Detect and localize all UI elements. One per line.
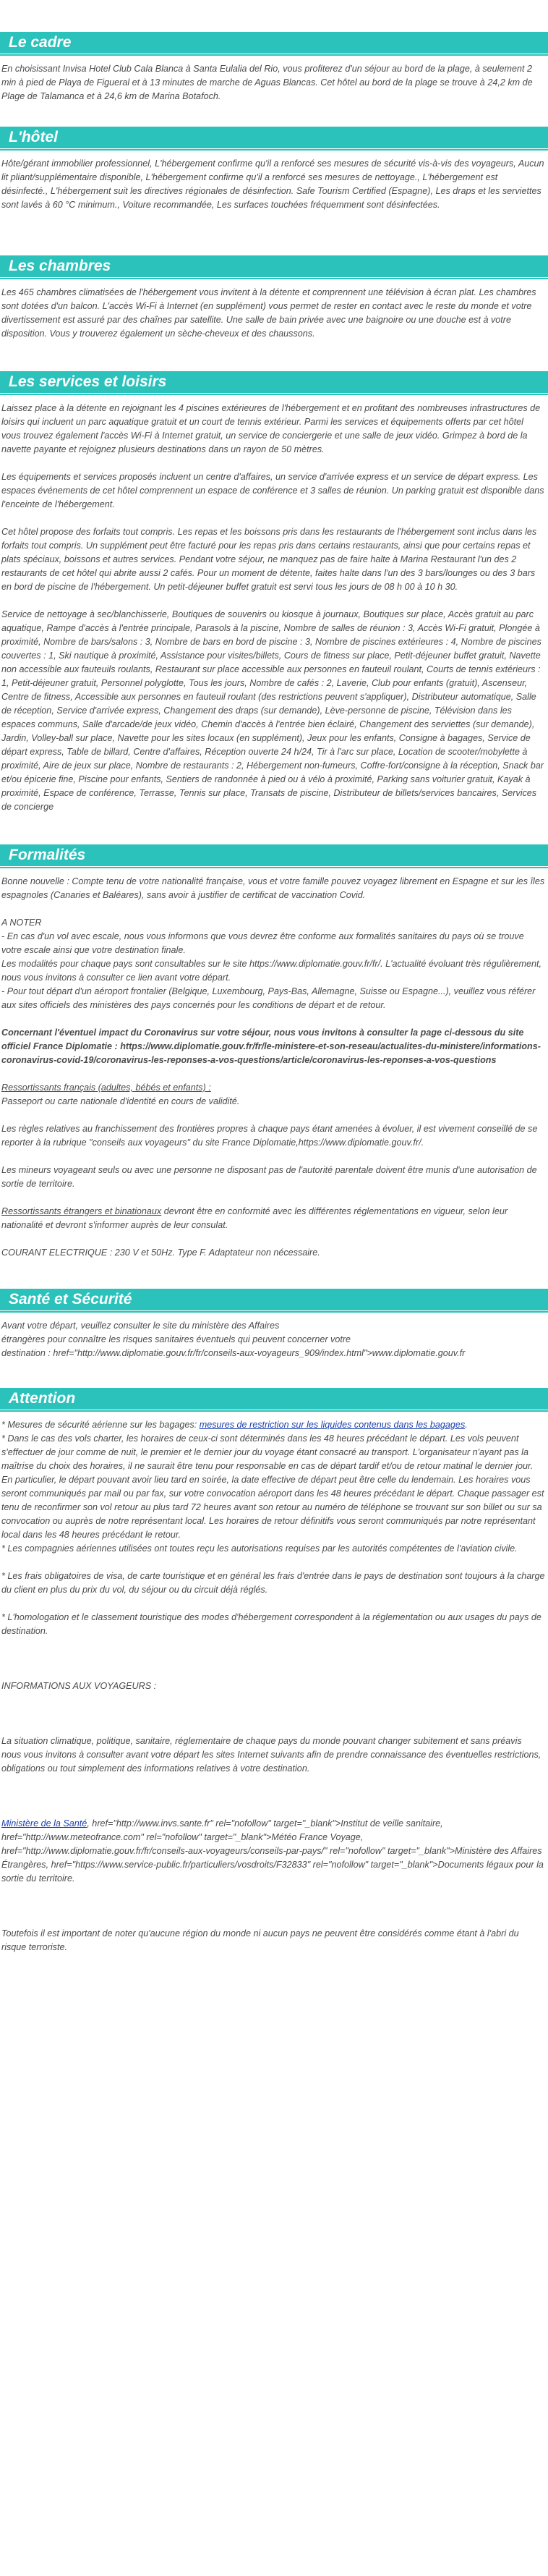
paragraph: Les modalités pour chaque pays sont consultables sur le site https://www.diplomatie.gouv.fr/fr/. L'actualité évoluant très régulièrement, nous vous invitons à consulter ce lien avant votre départ. xyxy=(1,959,541,983)
paragraph: Bonne nouvelle : Compte tenu de votre nationalité française, vous et votre famille pouvez voyagez librement en Espagne et sur les îles espagnoles (Canaries et Baléares), sans avoir à justifier de certificat de vaccination Covid. xyxy=(1,876,545,900)
paragraph: Avant votre départ, veuillez consulter le site du ministère des Affaires xyxy=(1,1321,280,1331)
section-title: Le cadre xyxy=(0,32,548,54)
paragraph-gap xyxy=(1,1707,545,1721)
paragraph-gap xyxy=(1,1899,545,1913)
paragraph-gap xyxy=(1,1803,545,1817)
paragraph-gap xyxy=(1,1597,545,1611)
paragraph: * L'homologation et le classement touristique des modes d'hébergement correspondent à la réglementation ou aux usages du pays de destination. xyxy=(1,1612,541,1636)
paragraph: * Les compagnies aériennes utilisées ont toutes reçu les autorisations requises par les autorités compétentes de l'aviation civile. xyxy=(1,1543,518,1554)
paragraph-gap xyxy=(1,1638,545,1652)
section-services-loisirs xyxy=(0,371,548,814)
paragraph-gap xyxy=(1,1109,545,1122)
paragraph-gap xyxy=(1,1721,545,1734)
paragraph-gap xyxy=(1,1556,545,1569)
paragraph-gap xyxy=(1,457,545,470)
paragraph: Ressortissants français (adultes, bébés et enfants) : xyxy=(1,1082,211,1093)
paragraph-gap xyxy=(1,1776,545,1789)
paragraph: Les mineurs voyageant seuls ou avec une personne ne disposant pas de l'autorité parentale doivent être munis d'une autorisation de sortie de territoire. xyxy=(1,1165,537,1189)
paragraph: La situation climatique, politique, sanitaire, réglementaire de chaque pays du monde pouvant changer subitement et sans préavis xyxy=(1,1736,522,1746)
paragraph-gap xyxy=(1,1067,545,1081)
paragraph-gap xyxy=(1,1693,545,1707)
paragraph: INFORMATIONS AUX VOYAGEURS : xyxy=(1,1681,157,1691)
paragraph: Ministère de la Santé, href="http://www.invs.sante.fr" rel="nofollow" target="_blank">Institut de veille sanitaire, href="http://www.meteofrance.com" rel="nofollow" target="_blank">Météo France Voyage, href="http://www.diplomatie.gouv.fr/fr/conseils-aux-voyageurs/conseils-par-pays/" rel="nofollow" target="_blank">Ministère des Affaires Étrangères, href="https://www.service-public.fr/particuliers/vosdroits/F32833" rel="nofollow" target="_blank">Documents légaux pour la sortie du territoire. xyxy=(1,1818,544,1884)
paragraph: Toutefois il est important de noter qu'aucune région du monde ni aucun pays ne peuvent être considérés comme étant à l'abri du risque terroriste. xyxy=(1,1928,519,1952)
section-body xyxy=(0,402,548,814)
paragraph-gap xyxy=(1,1150,545,1164)
paragraph: A NOTER xyxy=(1,918,42,928)
section-body xyxy=(0,157,548,212)
paragraph: - En cas d'un vol avec escale, nous vous informons que vous devrez être conforme aux formalités sanitaires du pays où se trouve votre escale ainsi que votre destination finale. xyxy=(1,931,524,955)
section-title: Santé et Sécurité xyxy=(0,1289,548,1310)
paragraph: * Les frais obligatoires de visa, de carte touristique et en général les frais d'entrée dans le pays de destination sont toujours à la charge du client en plus du prix du vol, du séjour ou du circuit déjà réglés. xyxy=(1,1571,545,1595)
paragraph-gap xyxy=(1,1666,545,1679)
section-body xyxy=(0,1418,548,1954)
paragraph: Concernant l'éventuel impact du Coronavirus sur votre séjour, nous vous invitons à consulter la page ci-dessous du site officiel France Diplomatie : https://www.diplomatie.gouv.fr/fr/le-ministere-et-son-reseau/actualites-du-ministere/informations-coronavirus-covid-19/coronavirus-les-reponses-a-vos-questions/article/coronavirus-les-reponses-a-vos-questions xyxy=(1,1028,541,1065)
paragraph: Les équipements et services proposés incluent un centre d'affaires, un service d'arrivée express et un service de départ express. Les espaces événements de cet hôtel comprennent un espace de conférence et 3 salles de réunion. Un parking gratuit est disponible dans l'enceinte de l'hébergement. xyxy=(1,472,544,509)
paragraph: Hôte/gérant immobilier professionnel, L'hébergement confirme qu'il a renforcé ses mesures de sécurité vis-à-vis des voyageurs, Aucun lit pliant/supplémentaire disponible, L'hébergement confirme qu'il a renforcé ses mesures de nettoyage., L'hébergement est désinfecté., L'hébergement suit les directives régionales de désinfection. Safe Tourism Certified (Espagne), Les draps et les serviettes sont lavés à 60 °C minimum., Voiture recommandée, Les surfaces touchées fréquemment sont désinfectées. xyxy=(1,158,544,210)
paragraph: nous vous invitons à consulter avant votre départ les sites Internet suivants afin de prendre connaissance des éventuelles restrictions, obligations ou tout simplement des informations relatives à votre destination. xyxy=(1,1750,541,1774)
paragraph: Les 465 chambres climatisées de l'hébergement vous invitent à la détente et comprennent une télévision à écran plat. Les chambres sont dotées d'un balcon. L'accès Wi-Fi à Internet (en supplément) vous permet de rester en contact avec le reste du monde et votre divertissement est assuré par des chaînes par satellite. Une salle de bain privée avec une baignoire ou une douche est à votre disposition. Vous y trouverez également un sèche-cheveux et des chaussons. xyxy=(1,287,536,339)
paragraph: Service de nettoyage à sec/blanchisserie, Boutiques de souvenirs ou kiosque à journaux, Boutiques sur place, Accès gratuit au parc aquatique, Rampe d'accès à l'entrée principale, Parasols à la piscine, Nombre de salles de réunion : 3, Accès Wi-Fi gratuit, Plongée à proximité, Nombre de bars/salons : 3, Nombre de bars en bord de piscine : 3, Nombre de piscines extérieures : 4, Nombre de piscines couvertes : 1, Ski nautique à proximité, Assistance pour visites/billets, Cours de fitness sur place, Petit-déjeuner buffet gratuit, Navette non accessible aux fauteuils roulants, Restaurant sur place accessible aux personnes en fauteuil roulant, Courts de tennis extérieurs : 1, Petit-déjeuner gratuit, Personnel polyglotte, Tous les jours, Nombre de cafés : 2, Laverie, Club pour enfants (gratuit), Ascenseur, Centre de fitness, Accessible aux personnes en fauteuil roulant (des restrictions peuvent s'appliquer), Distributeur automatique, Salle de réception, Service d'arrivée express, Changement des draps (sur demande), Lève-personne de piscine, Télévision dans les espaces communs, Salle d'arcade/de jeux vidéo, Chemin d'accès à l'entrée bien éclairé, Changement des serviettes (sur demande), Jardin, Volley-ball sur place, Navette pour les sites locaux (en supplément), Jeux pour les enfants, Consigne à bagages, Service de départ express, Table de billard, Centre d'affaires, Réception ouverte 24 h/24, Tir à l'arc sur place, Location de scooter/mobylette à proximité, Aire de jeux sur place, Nombre de restaurants : 2, Hébergement non-fumeurs, Coffre-fort/consigne à la réception, Snack bar et/ou épicerie fine, Piscine pour enfants, Sentiers de randonnée à pied ou à vélo à proximité, Parking sans voiturier gratuit, Kayak à proximité, Espace de conférence, Terrasse, Tennis sur place, Transats de piscine, Distributeur de billets/services bancaires, Services de concierge xyxy=(1,609,544,812)
paragraph: destination : href="http://www.diplomatie.gouv.fr/fr/conseils-aux-voyageurs_909/index.html">www.diplomatie.gouv.fr xyxy=(1,1348,466,1358)
paragraph: - Pour tout départ d'un aéroport frontalier (Belgique, Luxembourg, Pays-Bas, Allemagne, Suisse ou Espagne...), veuillez vous référer aux sites officiels des ministères des pays concernés pour les conditions de départ et de retour. xyxy=(1,986,536,1010)
section-le-cadre xyxy=(0,32,548,103)
paragraph: * Dans le cas des vols charter, les horaires de ceux-ci sont déterminés dans les 48 heures précédant le départ. Les vols peuvent s'effectuer de jour comme de nuit, le premier et le dernier jour du voyage étant consacré au transport. L'organisateur n'ayant pas la maîtrise du choix des horaires, il ne saurait être tenu pour responsable en cas de départ tardif et/ou de retour matinal le dernier jour. En particulier, le départ pouvant avoir lieu tard en soirée, la date effective de départ peut être celle du lendemain. Les horaires vous seront communiqués par mail ou par fax, sur votre convocation aéroport dans les 48 heures précédant le départ. Chaque passager est tenu de reconfirmer son vol retour au plus tard 72 heures avant son retour au numéro de téléphone se trouvant sur son billet ou sur sa convocation ou auprès de notre représentant local. Les horaires de retour définitifs vous seront communiqués par notre représentant local dans les 48 heures précédant le retour. xyxy=(1,1433,544,1540)
paragraph-gap xyxy=(1,1913,545,1927)
section-body xyxy=(0,62,548,103)
paragraph-gap xyxy=(1,512,545,525)
section-title: Attention xyxy=(0,1388,548,1410)
paragraph-gap xyxy=(1,594,545,608)
paragraph: étrangères pour connaître les risques sanitaires éventuels qui peuvent concerner votre xyxy=(1,1334,351,1344)
paragraph-gap xyxy=(1,1012,545,1026)
paragraph: Laissez place à la détente en rejoignant les 4 piscines extérieures de l'hébergement et en profitant des nombreuses infrastructures de loisirs qui incluent un parc aquatique gratuit et un court de tennis extérieur. Parmi les services et équipements offerts par cet hôtel vous trouvez également l'accès Wi-Fi à Internet gratuit, un service de conciergerie et une salle de jeux vidéo. Grimpez à bord de la navette payante et rejoignez plusieurs destinations dans un rayon de 50 mètres. xyxy=(1,403,541,454)
inline-link[interactable]: mesures de restriction sur les liquides contenus dans les bagages xyxy=(199,1420,466,1430)
paragraph-gap xyxy=(1,902,545,916)
paragraph: COURANT ELECTRIQUE : 230 V et 50Hz. Type F. Adaptateur non nécessaire. xyxy=(1,1247,320,1258)
section-attention xyxy=(0,1388,548,1954)
paragraph-gap xyxy=(1,1191,545,1205)
paragraph: Les règles relatives au franchissement des frontières propres à chaque pays étant amenées à évoluer, il est vivement conseillé de se reporter à la rubrique "conseils aux voyageurs" du site France Diplomatie,https://www.diplomatie.gouv.fr/. xyxy=(1,1124,538,1148)
paragraph: Cet hôtel propose des forfaits tout compris. Les repas et les boissons pris dans les restaurants de l'hébergement sont inclus dans les forfaits tout compris. Un supplément peut être facturé pour les repas pris dans certains restaurants, ainsi que pour certains repas et plats spéciaux, boissons et autres services. Pendant votre séjour, ne manquez pas de faire halte à Marina Restaurant l'un des 2 restaurants de cet hôtel qui abrite aussi 2 cafés. Pour un moment de détente, faites halte dans l'un des 3 bars/lounges ou des 3 bars en bord de piscine de l'hébergement. Un petit-déjeuner buffet gratuit est servi tous les jours de 08 h 00 à 10 h 30. xyxy=(1,527,537,592)
section-title: Les chambres xyxy=(0,255,548,277)
section-title: Formalités xyxy=(0,844,548,866)
paragraph-gap xyxy=(1,1232,545,1246)
section-body xyxy=(0,1319,548,1360)
paragraph-gap xyxy=(1,1652,545,1666)
section-title: L'hôtel xyxy=(0,127,548,148)
paragraph-gap xyxy=(1,1789,545,1803)
paragraph-gap xyxy=(1,1886,545,1899)
paragraph: Ressortissants étrangers et binationaux devront être en conformité avec les différentes réglementations en vigueur, selon leur nationalité et devront s'informer auprès de leur consulat. xyxy=(1,1206,508,1230)
section-body xyxy=(0,875,548,1260)
underlined-text: Ressortissants étrangers et binationaux xyxy=(1,1206,162,1216)
section-sante-securite xyxy=(0,1289,548,1360)
section-formalites xyxy=(0,844,548,1260)
paragraph: Passeport ou carte nationale d'identité en cours de validité. xyxy=(1,1096,240,1106)
section-body xyxy=(0,286,548,341)
inline-link[interactable]: Ministère de la Santé xyxy=(1,1818,87,1829)
section-chambres xyxy=(0,255,548,341)
section-hotel xyxy=(0,127,548,212)
paragraph: * Mesures de sécurité aérienne sur les bagages: mesures de restriction sur les liquides contenus dans les bagages. xyxy=(1,1420,468,1430)
section-title: Les services et loisirs xyxy=(0,371,548,393)
paragraph: En choisissant Invisa Hotel Club Cala Blanca à Santa Eulalia del Rio, vous profiterez d'un séjour au bord de la plage, à seulement 2 min à pied de Playa de Figueral et à 13 minutes de marche de Aguas Blancas. Cet hôtel au bord de la plage se trouve à 24,2 km de Plage de Talamanca et à 24,6 km de Marina Botafoch. xyxy=(1,64,533,101)
